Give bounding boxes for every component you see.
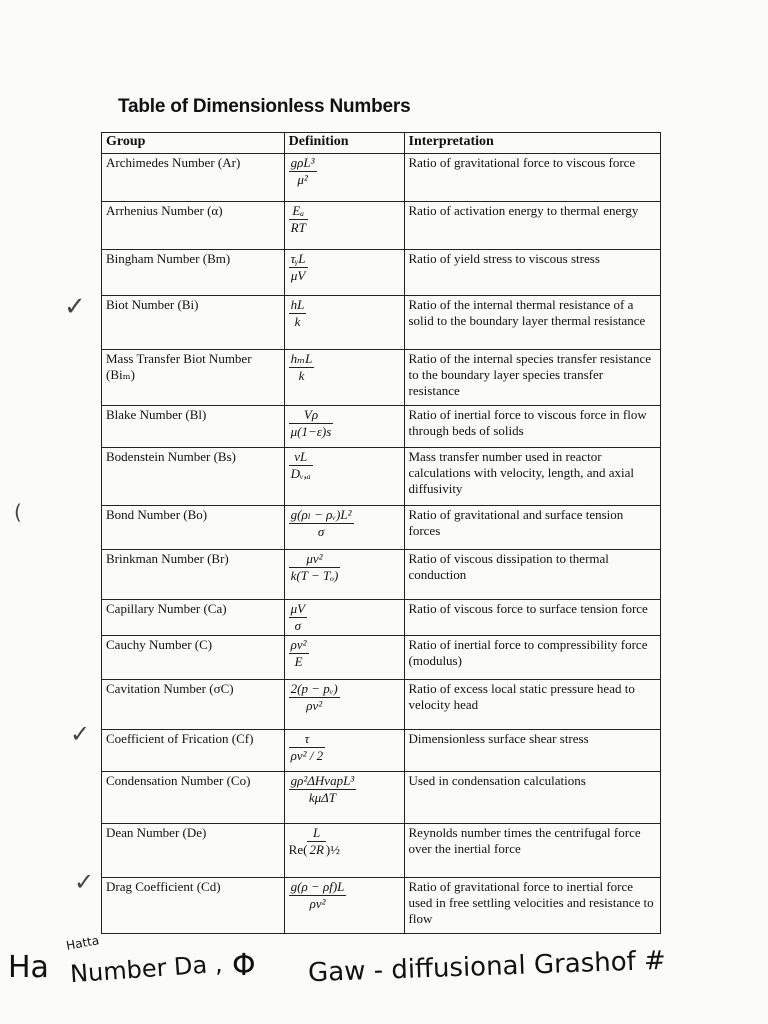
definition-cell (284, 680, 404, 730)
interpretation-text: Mass transfer number used in reactor calculations with velocity, length, and axial diffusivity (404, 448, 661, 506)
definition-cell (284, 506, 404, 550)
formula-fraction (307, 825, 325, 858)
formula-denominator: RT (290, 220, 306, 235)
table-row (102, 296, 661, 350)
interpretation-text: Ratio of gravitational force to viscous force (404, 154, 661, 202)
formula-denominator: μ(1−ε)s (290, 424, 332, 439)
interpretation-text: Ratio of inertial force to viscous force in flow through beds of solids (404, 406, 661, 448)
interpretation-text: Ratio of excess local static pressure head to velocity head (404, 680, 661, 730)
formula-fraction (289, 731, 326, 764)
definition-cell (284, 350, 404, 406)
definition-cell (284, 772, 404, 824)
formula-fraction (289, 449, 313, 482)
group-name: Dean Number (De) (102, 824, 285, 878)
interpretation-text: Used in condensation calculations (404, 772, 661, 824)
formula-fraction (289, 637, 309, 670)
formula-numerator: gρ²ΔHvapL³ (290, 773, 355, 788)
formula-prefix: Re( (288, 842, 308, 857)
header-definition: Definition (284, 133, 404, 154)
header-interpretation: Interpretation (404, 133, 661, 154)
formula-numerator: L (307, 825, 325, 842)
interpretation-text: Ratio of viscous dissipation to thermal conduction (404, 550, 661, 600)
formula-numerator: Eₐ (289, 203, 308, 220)
interpretation-text: Reynolds number times the centrifugal force over the inertial force (404, 824, 661, 878)
formula-fraction (289, 551, 341, 584)
group-name: Blake Number (Bl) (102, 406, 285, 448)
group-name: Capillary Number (Ca) (102, 600, 285, 636)
table-row (102, 550, 661, 600)
table-row (102, 448, 661, 506)
formula-fraction (289, 297, 307, 330)
table-header-row (102, 133, 661, 154)
formula-denominator: ρv² / 2 (290, 748, 324, 763)
formula-fraction (289, 155, 317, 188)
formula-numerator: τᵧL (290, 251, 306, 266)
formula-fraction (289, 351, 315, 384)
formula-numerator: 2(p − pᵥ) (290, 681, 338, 696)
group-name: Arrhenius Number (α) (102, 202, 285, 250)
table-row (102, 772, 661, 824)
group-name: Bond Number (Bo) (102, 506, 285, 550)
table-row (102, 250, 661, 296)
checkmark-icon: ✓ (64, 292, 86, 322)
handwritten-hatta: Hatta (65, 933, 101, 953)
definition-cell (284, 824, 404, 878)
table-row (102, 506, 661, 550)
formula-denominator: ρv² (309, 896, 326, 911)
group-name: Drag Coefficient (Cd) (102, 878, 285, 934)
formula-fraction (289, 601, 307, 634)
table-row (102, 406, 661, 448)
formula-denominator: k (298, 368, 305, 383)
formula-denominator: σ (317, 524, 325, 539)
interpretation-text: Ratio of yield stress to viscous stress (404, 250, 661, 296)
table-row (102, 680, 661, 730)
formula-denominator: Dᵥ,ₐ (290, 466, 311, 481)
interpretation-text: Ratio of activation energy to thermal energy (404, 202, 661, 250)
checkmark-icon: ✓ (74, 868, 95, 896)
definition-cell (284, 406, 404, 448)
group-name: Bingham Number (Bm) (102, 250, 285, 296)
formula-numerator: g(ρₗ − ρᵥ)L² (290, 507, 352, 522)
interpretation-text: Dimensionless surface shear stress (404, 730, 661, 772)
group-name: Bodenstein Number (Bs) (102, 448, 285, 506)
formula-numerator: vL (289, 449, 313, 466)
formula-fraction (289, 681, 340, 714)
definition-cell (284, 250, 404, 296)
formula-denominator: μ² (297, 172, 308, 187)
interpretation-text: Ratio of inertial force to compressibility force (modulus) (404, 636, 661, 680)
formula-denominator: ρv² (306, 698, 323, 713)
formula-fraction (289, 773, 357, 806)
definition-cell (284, 296, 404, 350)
formula-numerator: μv² (289, 551, 341, 568)
formula-fraction (289, 407, 334, 440)
definition-cell (284, 600, 404, 636)
formula-denominator: μV (290, 268, 306, 283)
definition-cell (284, 730, 404, 772)
formula-numerator: hₘL (290, 351, 313, 366)
interpretation-text: Ratio of viscous force to surface tension force (404, 600, 661, 636)
checkmark-icon: ✓ (70, 720, 91, 748)
table-row (102, 730, 661, 772)
formula-denominator: kμΔT (308, 790, 337, 805)
formula-fraction (289, 251, 308, 284)
table-row (102, 636, 661, 680)
table-body (102, 154, 661, 934)
formula-suffix: )½ (325, 842, 340, 857)
group-name: Cavitation Number (σC) (102, 680, 285, 730)
formula-numerator: gρL³ (290, 155, 315, 170)
group-name: Coefficient of Frication (Cf) (102, 730, 285, 772)
table-row (102, 878, 661, 934)
interpretation-text: Ratio of gravitational and surface tension forces (404, 506, 661, 550)
formula-denominator: k (294, 314, 301, 329)
definition-cell (284, 448, 404, 506)
handwritten-number-da: Number Da , (69, 949, 224, 989)
formula-numerator: Vρ (289, 407, 334, 424)
dimensionless-table (101, 132, 661, 934)
formula-numerator: τ (289, 731, 326, 748)
table-row (102, 350, 661, 406)
table-row (102, 202, 661, 250)
formula-fraction (289, 879, 347, 912)
definition-cell (284, 550, 404, 600)
table-row (102, 600, 661, 636)
handwritten-phi: Φ (232, 948, 256, 983)
table-row (102, 824, 661, 878)
handwritten-ha: Ha (8, 950, 49, 985)
formula-denominator: σ (294, 618, 302, 633)
group-name: Mass Transfer Biot Number (Biₘ) (102, 350, 285, 406)
interpretation-text: Ratio of the internal thermal resistance of a solid to the boundary layer thermal resistance (404, 296, 661, 350)
formula-denominator: k(T − Tₒ) (290, 568, 339, 583)
formula-numerator: g(ρ − ρf)L (290, 879, 345, 894)
page-title: Table of Dimensionless Numbers (118, 96, 411, 117)
group-name: Cauchy Number (C) (102, 636, 285, 680)
formula-denominator: 2R (309, 842, 324, 857)
definition-cell (284, 154, 404, 202)
table-row (102, 154, 661, 202)
formula-numerator: ρv² (290, 637, 307, 652)
formula-numerator: μV (290, 601, 306, 616)
group-name: Archimedes Number (Ar) (102, 154, 285, 202)
definition-cell (284, 202, 404, 250)
formula-denominator: E (294, 654, 303, 669)
formula-fraction (289, 507, 354, 540)
header-group: Group (102, 133, 285, 154)
definition-cell (284, 636, 404, 680)
group-name: Brinkman Number (Br) (102, 550, 285, 600)
definition-cell (284, 878, 404, 934)
handwritten-gaw-note: Gaw - diffusional Grashof # (307, 945, 667, 989)
formula-numerator: hL (290, 297, 305, 312)
interpretation-text: Ratio of gravitational force to inertial force used in free settling velocities and resistance to flow (404, 878, 661, 934)
bracket-mark-icon: ( (14, 500, 22, 524)
interpretation-text: Ratio of the internal species transfer resistance to the boundary layer species transfer resistance (404, 350, 661, 406)
group-name: Biot Number (Bi) (102, 296, 285, 350)
group-name: Condensation Number (Co) (102, 772, 285, 824)
formula-fraction (289, 203, 308, 236)
